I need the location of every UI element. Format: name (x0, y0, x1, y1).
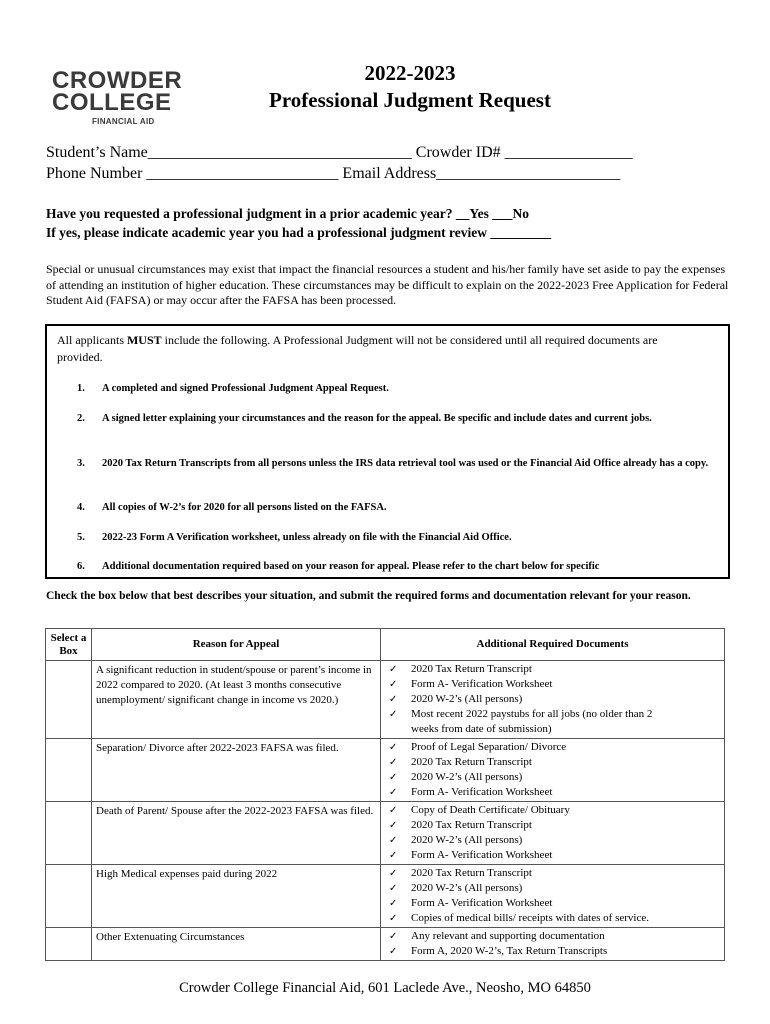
table-header-row (46, 629, 725, 661)
requirement-number: 1. (77, 383, 85, 394)
requirement-number: 3. (77, 458, 85, 469)
document-item (389, 911, 720, 926)
document-text: 2020 Tax Return Transcript (411, 663, 532, 675)
document-item (389, 818, 720, 833)
documents-cell (381, 661, 725, 739)
document-item (389, 785, 720, 800)
table-row (46, 661, 725, 739)
requirement-item (77, 559, 717, 574)
requirement-number: 4. (77, 502, 85, 513)
document-text: 2020 W-2’s (All persons) (411, 771, 523, 783)
checkmark-icon: ✓ (389, 820, 398, 831)
checkmark-icon: ✓ (389, 679, 398, 690)
document-text: 2020 W-2’s (All persons) (411, 834, 523, 846)
checkmark-icon: ✓ (389, 709, 398, 720)
requirement-number: 6. (77, 561, 85, 572)
checkmark-icon: ✓ (389, 946, 398, 957)
reason-cell: Other Extenuating Circumstances (92, 928, 381, 961)
checkmark-icon: ✓ (389, 868, 398, 879)
select-checkbox-cell[interactable] (46, 802, 92, 865)
requirement-text: 2020 Tax Return Transcripts from all persons unless the IRS data retrieval tool was used or the Financial Aid Office already has a copy. (102, 458, 709, 469)
documents-cell (381, 865, 725, 928)
logo-subtitle: FINANCIAL AID (92, 117, 155, 126)
form-year: 2022-2023 (364, 61, 456, 85)
documents-header: Additional Required Documents (381, 629, 725, 661)
checkmark-icon: ✓ (389, 742, 398, 753)
document-text: Any relevant and supporting documentation (411, 930, 605, 942)
document-text: Proof of Legal Separation/ Divorce (411, 741, 567, 753)
checkmark-icon: ✓ (389, 772, 398, 783)
reason-cell: A significant reduction in student/spouse or parent’s income in 2022 compared to 2020. (At least 3 months consecutive unemployment/ significant change in income vs 2020.) (92, 661, 381, 739)
logo-line-2: COLLEGE (52, 89, 172, 116)
document-item (389, 881, 720, 896)
requirement-text: A completed and signed Professional Judgment Appeal Request. (102, 383, 389, 394)
document-item (389, 770, 720, 785)
requirement-number: 2. (77, 413, 85, 424)
document-text: 2020 W-2’s (All persons) (411, 882, 523, 894)
table-row (46, 739, 725, 802)
document-text: 2020 Tax Return Transcript (411, 756, 532, 768)
reason-cell: Separation/ Divorce after 2022-2023 FAFSA was filed. (92, 739, 381, 802)
requirement-text: 2022-23 Form A Verification worksheet, unless already on file with the Financial Aid Office. (102, 532, 512, 543)
document-item (389, 692, 720, 707)
requirements-must: MUST (126, 333, 162, 347)
checkmark-icon: ✓ (389, 883, 398, 894)
select-checkbox-cell[interactable] (46, 928, 92, 961)
checkmark-icon: ✓ (389, 805, 398, 816)
checkmark-icon: ✓ (389, 913, 398, 924)
table-row (46, 865, 725, 928)
document-item (389, 662, 720, 677)
document-item (389, 896, 720, 911)
reason-header: Reason for Appeal (92, 629, 381, 661)
select-box-header: Select a Box (46, 629, 92, 661)
check-box-instructions: Check the box below that best describes your situation, and submit the required forms and documentation relevant for your reason. (46, 590, 691, 602)
document-item (389, 944, 720, 959)
requirement-item (77, 530, 717, 545)
requirement-text: Additional documentation required based on your reason for appeal. Please refer to the chart below for specific (102, 561, 600, 572)
document-text: Copy of Death Certificate/ Obituary (411, 804, 570, 816)
documents-cell (381, 739, 725, 802)
document-item (389, 866, 720, 881)
requirement-number: 5. (77, 532, 85, 543)
table-row (46, 802, 725, 865)
checkmark-icon: ✓ (389, 664, 398, 675)
checkmark-icon: ✓ (389, 931, 398, 942)
document-text: Form A- Verification Worksheet (411, 786, 553, 798)
document-item (389, 755, 720, 770)
requirements-intro-pre: All applicants (57, 333, 127, 347)
checkmark-icon: ✓ (389, 898, 398, 909)
reason-cell: High Medical expenses paid during 2022 (92, 865, 381, 928)
crowder-college-logo (52, 67, 202, 126)
reason-cell: Death of Parent/ Spouse after the 2022-2023 FAFSA was filed. (92, 802, 381, 865)
checkmark-icon: ✓ (389, 850, 398, 861)
logo-line-1: CROWDER (52, 67, 183, 94)
document-item (389, 740, 720, 755)
student-name-id-line[interactable]: Student’s Name_________________________________ Crowder ID# ________________ (46, 144, 633, 161)
checkmark-icon: ✓ (389, 757, 398, 768)
requirement-item (77, 456, 717, 471)
document-item (389, 707, 661, 737)
appeal-reasons-table (45, 628, 725, 961)
requirement-item (77, 381, 717, 396)
documents-cell (381, 802, 725, 865)
checkmark-icon: ✓ (389, 835, 398, 846)
checkmark-icon: ✓ (389, 694, 398, 705)
requirement-item (77, 500, 717, 515)
document-text: Copies of medical bills/ receipts with dates of service. (411, 912, 649, 924)
prior-judgment-question[interactable]: Have you requested a professional judgment in a prior academic year? __Yes ___No (46, 206, 529, 221)
document-item (389, 803, 720, 818)
form-title: Professional Judgment Request (269, 88, 551, 112)
table-row (46, 928, 725, 961)
select-checkbox-cell[interactable] (46, 661, 92, 739)
document-text: Most recent 2022 paystubs for all jobs (no older than 2 weeks from date of submission) (411, 708, 653, 735)
select-checkbox-cell[interactable] (46, 865, 92, 928)
select-checkbox-cell[interactable] (46, 739, 92, 802)
requirement-text: All copies of W-2’s for 2020 for all persons listed on the FAFSA. (102, 502, 387, 513)
documents-cell (381, 928, 725, 961)
intro-paragraph: Special or unusual circumstances may exist that impact the financial resources a student and his/her family have set aside to pay the expenses of attending an institution of higher education. These circumstances may be difficult to explain on the 2022-2023 Free Application for Federal Student Aid (FAFSA) or may occur after the FAFSA has been processed. (46, 262, 729, 307)
document-text: 2020 Tax Return Transcript (411, 867, 532, 879)
document-text: 2020 Tax Return Transcript (411, 819, 532, 831)
document-item (389, 929, 720, 944)
phone-email-line[interactable]: Phone Number ________________________ Email Address_______________________ (46, 165, 621, 182)
prior-judgment-year-question[interactable]: If yes, please indicate academic year you had a professional judgment review _________ (46, 225, 552, 240)
requirement-text: A signed letter explaining your circumstances and the reason for the appeal. Be specific and include dates and current jobs. (102, 413, 652, 424)
checkmark-icon: ✓ (389, 787, 398, 798)
document-text: Form A- Verification Worksheet (411, 678, 553, 690)
document-text: Form A- Verification Worksheet (411, 897, 553, 909)
footer-address: Crowder College Financial Aid, 601 Laclede Ave., Neosho, MO 64850 (179, 980, 591, 996)
document-item (389, 833, 720, 848)
document-text: Form A- Verification Worksheet (411, 849, 553, 861)
requirements-intro (57, 332, 697, 366)
document-item (389, 848, 720, 863)
document-text: 2020 W-2’s (All persons) (411, 693, 523, 705)
document-item (389, 677, 720, 692)
requirements-intro-post: include the following. A Professional Judgment will not be considered until all required documents are provided. (57, 333, 658, 364)
requirement-item (77, 411, 717, 426)
document-text: Form A, 2020 W-2’s, Tax Return Transcripts (411, 945, 608, 957)
requirements-box (45, 324, 730, 579)
